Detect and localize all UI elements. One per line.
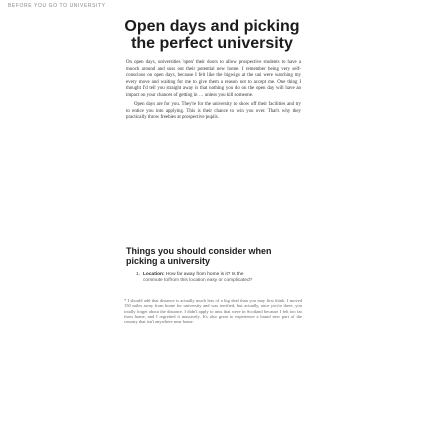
section-heading (126, 246, 316, 266)
article-title-line-1: Open days and picking (124, 18, 300, 35)
section-heading-line-2: picking a university (126, 256, 211, 266)
body-paragraph: Open days are for you. They're for the university to show off their facilities and try to entice you into applying. This is their chance to win you over. That's why they practically throw freebies at prospective pupils. (126, 102, 301, 120)
list-item (136, 272, 296, 284)
article-title (0, 18, 424, 52)
body-paragraph: On open days, universities 'open' their doors to allow prospective students to have a mooch around and suss out their potential new home. I remember being very self-conscious on open days, because I felt like the bigwigs at the uni were watching my every move and waiting for me to give them a reason not to accept me. One thing I thought I'd tell you straight away is that nothing you do on the open day will have an impact on your chances of getting in … unless you kill someone. (126, 60, 301, 98)
article-body (126, 60, 301, 125)
footnote-text: * I should add that distance is actually much less of a big deal than you may first think. I moved 150 miles away from home for university and was terrified, but actually, once you're there, you totally forget about the distance. I didn't apply to unis that were in Scotland because I felt too far from home, and I regretted it massively. It's also great to experience a brand new part of the country that isn't anywhere near home. (124, 298, 302, 325)
article-title-line-2: the perfect university (131, 35, 293, 52)
section-heading-line-1: Things you should consider when (126, 246, 272, 256)
list-item-text: How far away from home is it? Is the (165, 272, 244, 277)
list-item-number: 1. (136, 272, 141, 277)
footnote-block (124, 298, 302, 324)
list-item-label: Location: (143, 272, 165, 277)
list-item-subtext: commute to/from this location easy or complicated? (143, 278, 253, 283)
considerations-list (136, 272, 296, 284)
chapter-kicker: BEFORE YOU GO TO UNIVERSITY (8, 3, 106, 9)
